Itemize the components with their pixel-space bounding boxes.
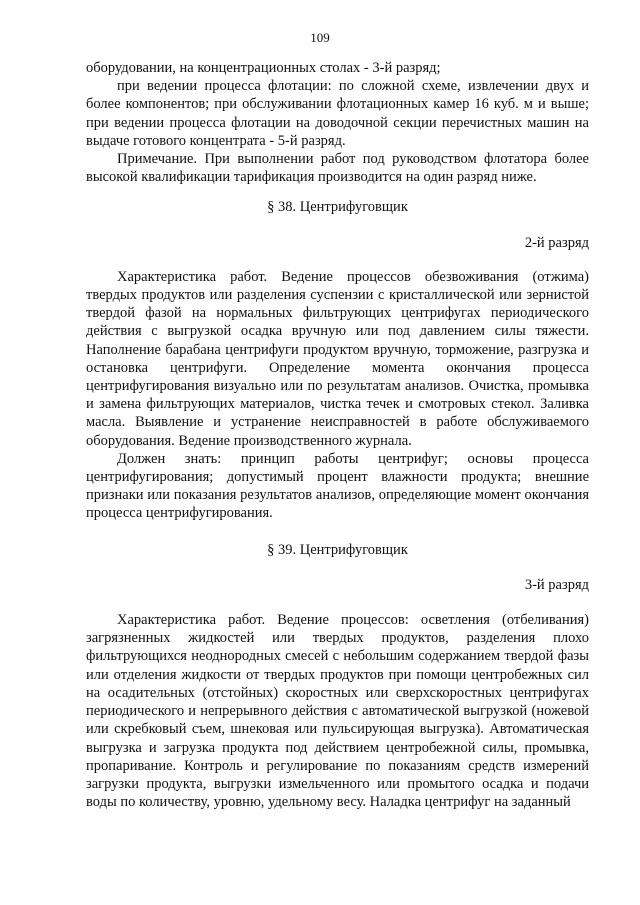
page-content [86,59,589,811]
section-38-grade: 2-й разряд [524,234,589,251]
section-39-grade: 3-й разряд [524,576,589,593]
page-number: 109 [310,30,330,45]
section-38-must-know: Должен знать: принцип работы центрифуг; основы процесса центрифугирования; допустимый процент влажности продукта; внешние признаки или показания результатов анализов, определяющие момент окончания процесса центрифугирования. [86,450,589,522]
section-38-heading: § 38. Центрифуговщик [267,199,408,216]
note-paragraph: Примечание. При выполнении работ под руководством флотатора более высокой квалификации тарификация производится на один разряд ниже. [86,151,589,186]
continuation-paragraph: оборудовании, на концентрационных столах - 3-й разряд; [86,60,441,76]
section-38-characteristic: Характеристика работ. Ведение процессов обезвоживания (отжима) твердых продуктов или разделения суспензии с кристаллической или зернистой твердой фазой на нормальных фильтрующих центрифугах периодического действия с выгрузкой осадка вручную или под давлением силы тяжести. Наполнение барабана центрифуги продуктом вручную, торможение, разгрузка и остановка центрифуги. Определение момента окончания процесса центрифугирования визуально или по результатам анализов. Очистка, промывка и замена фильтрующих материалов, чистка течек и смотровых стекол. Заливка масла. Выявление и устранение неисправностей в работе обслуживаемого оборудования. Ведение производственного журнала. [86,268,589,449]
section-39-characteristic: Характеристика работ. Ведение процессов: осветления (отбеливания) загрязненных жидкостей или твердых продуктов, разделения плохо фильтрующихся неоднородных смесей с небольшим содержанием твердой фазы или отделения жидкости от твердых продуктов при помощи центробежных сил на осадительных (отстойных) скоростных или сверхскоростных центрифугах периодического и непрерывного действия с автоматической выгрузкой (ножевой или скребковый съем, шнековая или пульсирующая выгрузка). Автоматическая выгрузка и загрузка продукта под действием центробежной силы, промывка, пропаривание. Контроль и регулирование по показаниям средств измерений загрузки продукта, выгрузки измельченного или промытого осадка и подачи воды по количеству, уровню, удельному весу. Наладка центрифуг на заданный [86,612,589,811]
section-39-heading: § 39. Центрифуговщик [267,541,408,558]
flotation-grade-paragraph: при ведении процесса флотации: по сложной схеме, извлечении двух и более компонентов; при обслуживании флотационных камер 16 куб. м и выше; при ведении процесса флотации на доводочной секции перечистных машин на выдаче готового концентрата - 5-й разряд. [86,78,589,149]
